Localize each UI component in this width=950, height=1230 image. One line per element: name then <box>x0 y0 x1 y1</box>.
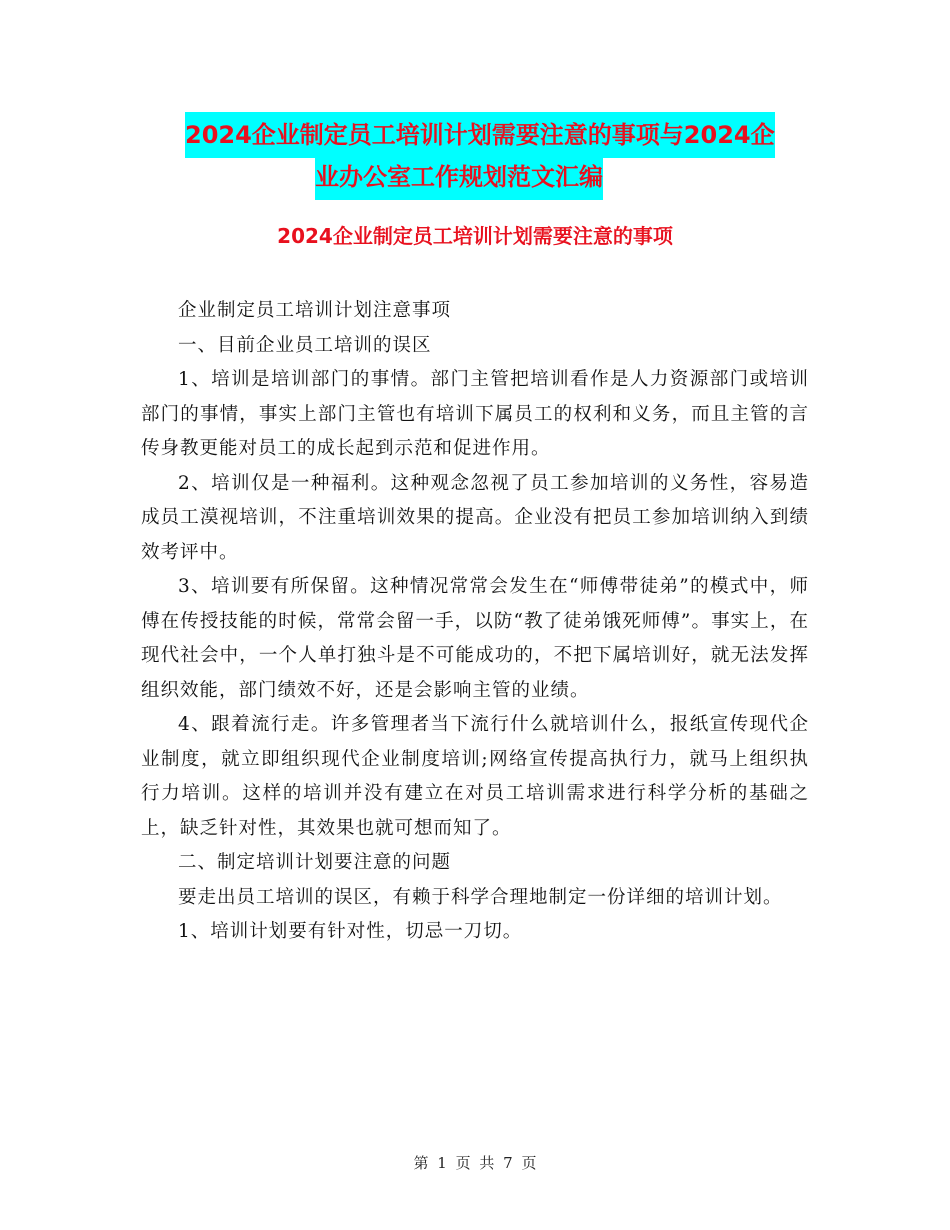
document-body <box>141 294 809 950</box>
page-footer: 第 1 页 共 7 页 <box>413 1154 537 1172</box>
paragraph-section-1: 一、目前企业员工培训的误区 <box>178 334 432 356</box>
paragraph-section-2: 二、制定培训计划要注意的问题 <box>178 852 452 873</box>
title-line-1: 2024企业制定员工培训计划需要注意的事项与2024企 <box>185 112 775 158</box>
paragraph: 要走出员工培训的误区，有赖于科学合理地制定一份详细的培训计划。 <box>178 886 783 908</box>
paragraph: 2、培训仅是一种福利。这种观念忽视了员工参加培训的义务性，容易造成员工漠视培训，不注重培训效果的提高。企业没有把员工参加培训纳入到绩效考评中。 <box>141 472 809 563</box>
paragraph: 1、培训计划要有针对性，切忌一刀切。 <box>178 921 523 942</box>
section-title: 2024企业制定员工培训计划需要注意的事项 <box>277 224 673 248</box>
paragraph: 1、培训是培训部门的事情。部门主管把培训看作是人力资源部门或培训部门的事情，事实上部门主管也有培训下属员工的权利和义务，而且主管的言传身教更能对员工的成长起到示范和促进作用。 <box>141 369 809 459</box>
paragraph: 3、培训要有所保留。这种情况常常会发生在“师傅带徒弟”的模式中，师傅在传授技能的时候，常常会留一手，以防“教了徒弟饿死师傅”。事实上，在现代社会中，一个人单打独斗是不可能成功的，不把下属培训好，就无法发挥组织效能，部门绩效不好，还是会影响主管的业绩。 <box>141 576 809 701</box>
title-line-2: 业办公室工作规划范文汇编 <box>315 154 603 200</box>
paragraph-heading: 企业制定员工培训计划注意事项 <box>178 300 452 321</box>
paragraph: 4、跟着流行走。许多管理者当下流行什么就培训什么，报纸宣传现代企业制度，就立即组织现代企业制度培训;网络宣传提高执行力，就马上组织执行力培训。这样的培训并没有建立在对员工培训需求进行科学分析的基础之上，缺乏针对性，其效果也就可想而知了。 <box>141 714 809 839</box>
